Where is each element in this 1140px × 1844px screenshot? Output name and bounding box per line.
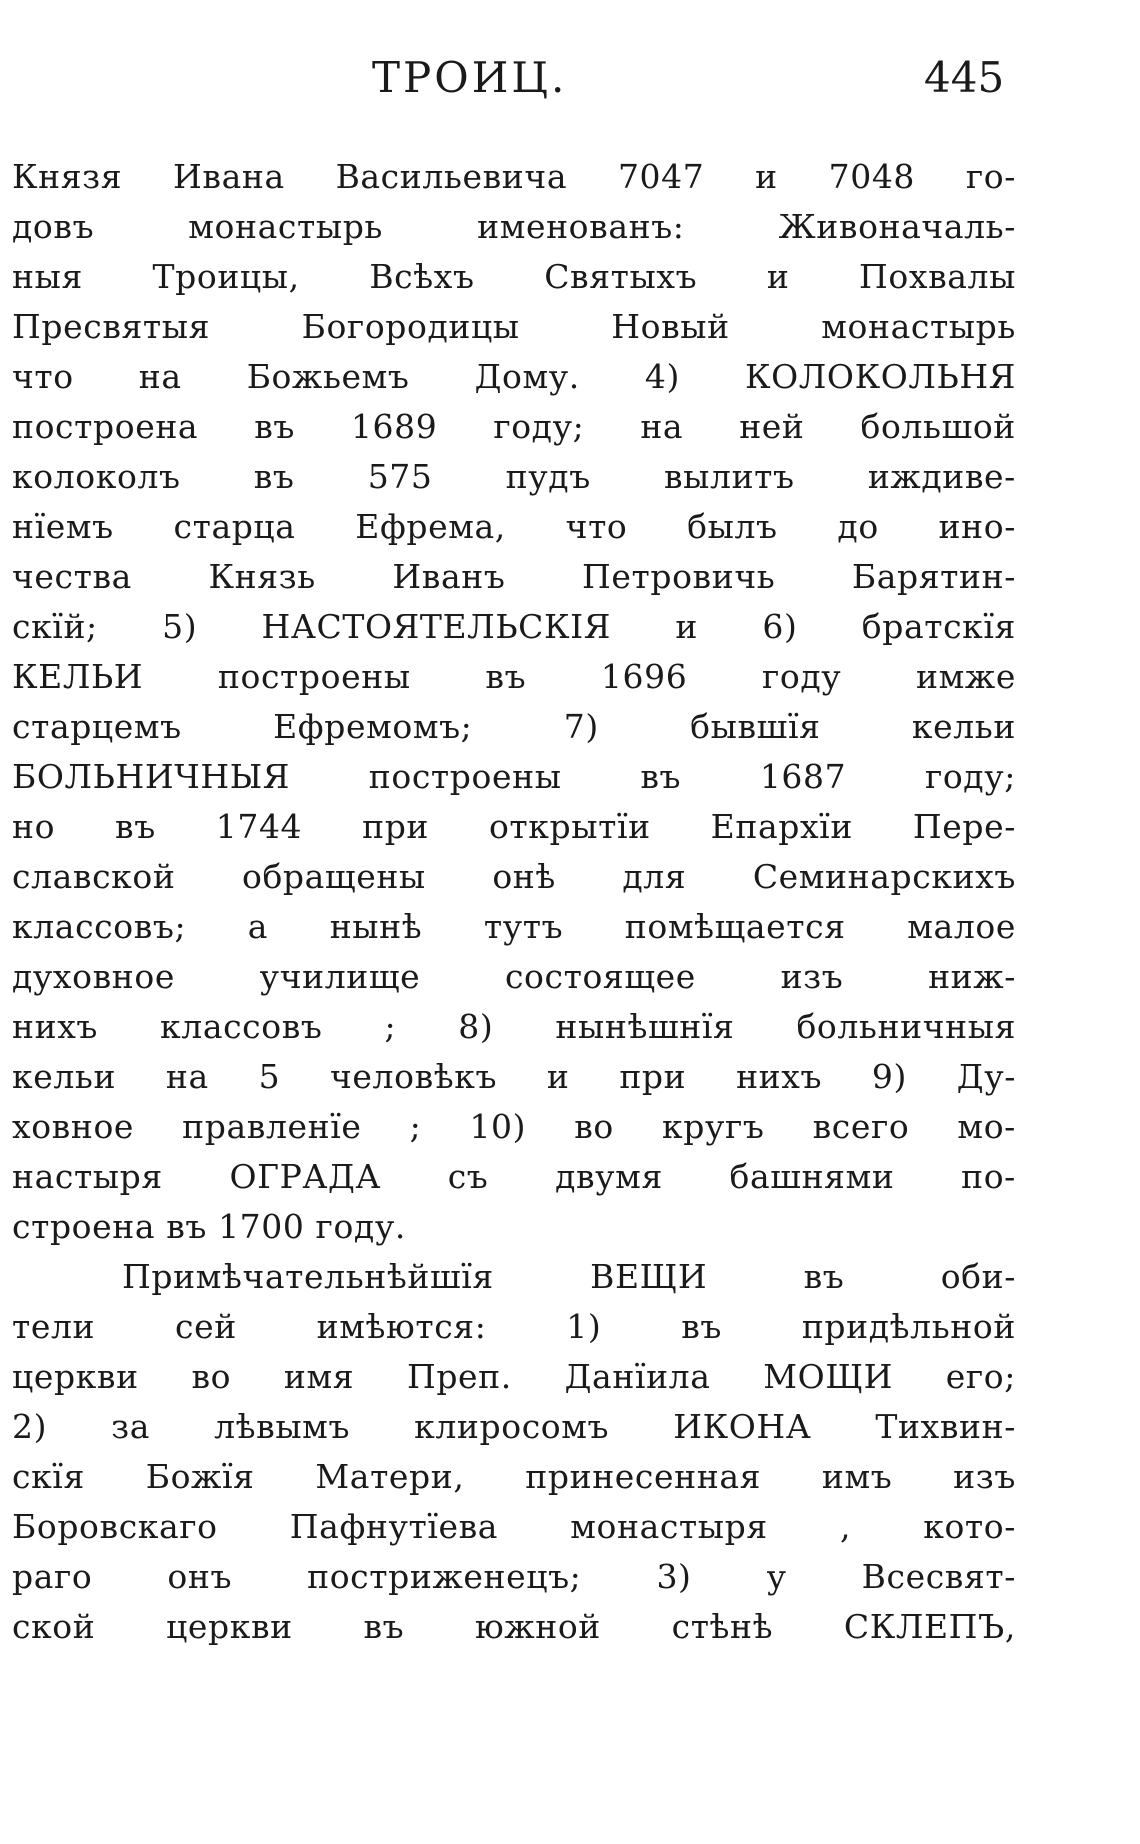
text-line: старцемъ Ефремомъ; 7) бывшїя кельи: [12, 707, 1016, 746]
text-line: ховное правленїе ; 10) во кругъ всего мо-: [12, 1107, 1016, 1146]
text-line: КЕЛЬИ построены въ 1696 году имже: [12, 657, 1016, 696]
text-line: Примѣчательнѣйшїя ВЕЩИ въ оби-: [122, 1257, 1016, 1296]
text-line: церкви во имя Преп. Данїила МОЩИ его;: [12, 1357, 1016, 1396]
text-line: колоколъ въ 575 пудъ вылитъ иждиве-: [12, 457, 1016, 496]
text-line: чества Князь Иванъ Петровичь Барятин-: [12, 557, 1016, 596]
text-line: 2) за лѣвымъ клиросомъ ИКОНА Тихвин-: [12, 1407, 1016, 1446]
text-line: тели сей имѣются: 1) въ придѣльной: [12, 1307, 1016, 1346]
running-title: ТРОИЦ.: [372, 53, 568, 102]
body-text: [12, 152, 1016, 1652]
text-line: нихъ классовъ ; 8) нынѣшнїя больничныя: [12, 1007, 1016, 1046]
text-line: раго онъ постриженецъ; 3) у Всесвят-: [12, 1557, 1016, 1596]
text-line: ныя Троицы, Всѣхъ Святыхъ и Похвалы: [12, 257, 1016, 296]
text-line: кельи на 5 человѣкъ и при нихъ 9) Ду-: [12, 1057, 1016, 1096]
text-line: построена въ 1689 году; на ней большой: [12, 407, 1016, 446]
text-line: классовъ; а нынѣ тутъ помѣщается малое: [12, 907, 1016, 946]
running-head: [0, 48, 1140, 108]
text-line: нїемъ старца Ефрема, что былъ до ино-: [12, 507, 1016, 546]
text-line: настыря ОГРАДА съ двумя башнями по-: [12, 1157, 1016, 1196]
text-line: строена въ 1700 году.: [12, 1207, 406, 1246]
text-line: что на Божьемъ Дому. 4) КОЛОКОЛЬНЯ: [12, 357, 1016, 396]
text-line: Князя Ивана Васильевича 7047 и 7048 го-: [12, 157, 1016, 196]
text-line: духовное училище состоящее изъ ниж-: [12, 957, 1016, 996]
text-line: скїя Божїя Матери, принесенная имъ изъ: [12, 1457, 1016, 1496]
text-line: но въ 1744 при открытїи Епархїи Пере-: [12, 807, 1016, 846]
text-line: скїй; 5) НАСТОЯТЕЛЬСКIЯ и 6) братскїя: [12, 607, 1016, 646]
text-line: довъ монастырь именованъ: Живоначаль-: [12, 207, 1016, 246]
text-line: славской обращены онѣ для Семинарскихъ: [12, 857, 1016, 896]
text-line: БОЛЬНИЧНЫЯ построены въ 1687 году;: [12, 757, 1016, 796]
page-number: 445: [924, 53, 1005, 102]
text-line: Боровскаго Пафнутїева монастыря , кото-: [12, 1507, 1016, 1546]
text-line: ской церкви въ южной стѣнѣ СКЛЕПЪ,: [12, 1607, 1016, 1646]
text-line: Пресвятыя Богородицы Новый монастырь: [12, 307, 1016, 346]
